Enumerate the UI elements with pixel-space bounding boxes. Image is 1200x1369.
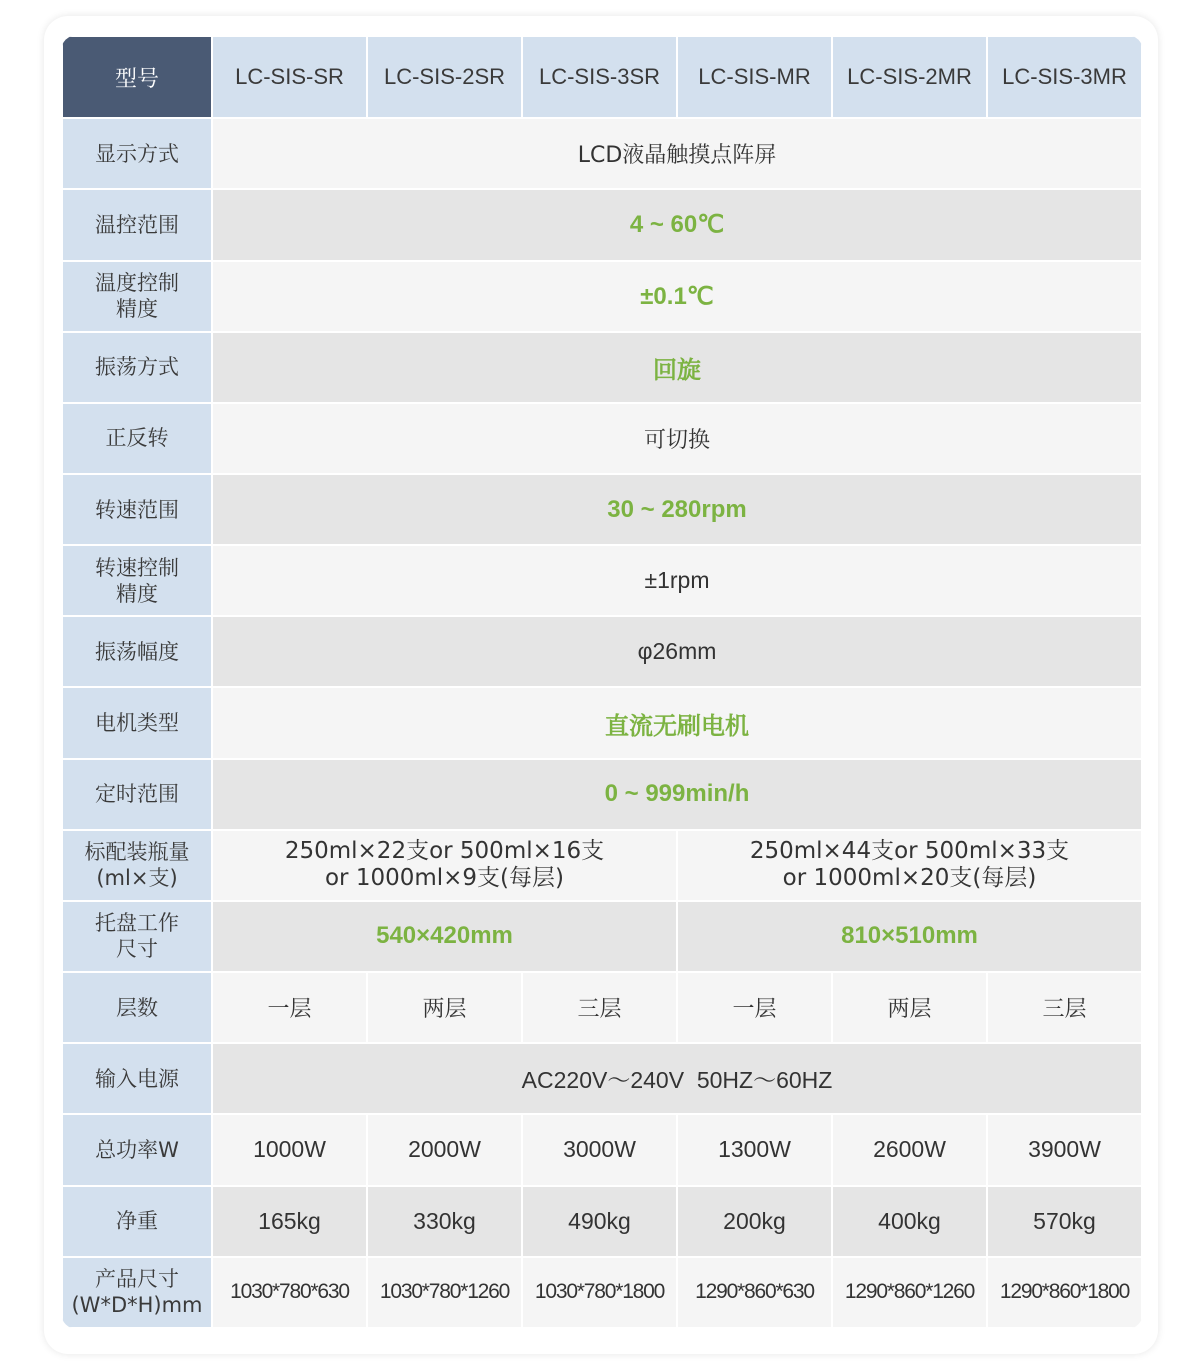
model-lc-sis-sr: LC-SIS-SR [212,36,367,118]
value-dimensions-6: 1290*860*1800 [987,1257,1142,1328]
value-speed-precision: ±1rpm [212,545,1142,616]
value-tray-size-mr: 810×510mm [677,901,1142,972]
row-speed-range [62,474,1142,545]
label-dimensions-line1: 产品尺寸 [95,1267,179,1292]
value-dimensions-5: 1290*860*1260 [832,1257,987,1328]
spec-table [61,35,1143,1329]
label-speed-range: 转速范围 [62,474,212,545]
value-total-power-2: 2000W [367,1114,522,1185]
value-motor: 直流无刷电机 [212,687,1142,758]
label-amplitude: 振荡幅度 [62,616,212,687]
label-reverse: 正反转 [62,403,212,474]
label-tray-size [62,901,212,972]
value-temp-range: 4 ~ 60℃ [212,189,1142,260]
value-net-weight-1: 165kg [212,1186,367,1257]
value-dimensions-1: 1030*780*630 [212,1257,367,1328]
row-speed-precision [62,545,1142,616]
model-header-label: 型号 [62,36,212,118]
value-flask-capacity-sr [212,830,677,901]
label-oscillation-mode: 振荡方式 [62,332,212,403]
label-temp-range: 温控范围 [62,189,212,260]
label-motor: 电机类型 [62,687,212,758]
value-net-weight-6: 570kg [987,1186,1142,1257]
value-temp-precision: ±0.1℃ [212,261,1142,332]
row-temp-precision [62,261,1142,332]
label-tray-size-line1: 托盘工作 [95,911,179,936]
label-power-input: 输入电源 [62,1043,212,1114]
model-lc-sis-3sr: LC-SIS-3SR [522,36,677,118]
label-speed-precision [62,545,212,616]
value-amplitude: φ26mm [212,616,1142,687]
value-net-weight-2: 330kg [367,1186,522,1257]
value-net-weight-5: 400kg [832,1186,987,1257]
value-layers-2: 两层 [367,972,522,1043]
value-timer: 0 ~ 999min/h [212,759,1142,830]
label-net-weight: 净重 [62,1186,212,1257]
value-dimensions-4: 1290*860*630 [677,1257,832,1328]
value-dimensions-3: 1030*780*1800 [522,1257,677,1328]
label-flask-capacity [62,830,212,901]
label-display: 显示方式 [62,118,212,189]
label-temp-precision-line2: 精度 [116,297,158,322]
value-total-power-4: 1300W [677,1114,832,1185]
value-tray-size-sr: 540×420mm [212,901,677,972]
row-power-input [62,1043,1142,1114]
row-timer [62,759,1142,830]
label-flask-capacity-line1: 标配装瓶量 [84,840,190,865]
row-temp-range [62,189,1142,260]
value-dimensions-2: 1030*780*1260 [367,1257,522,1328]
value-layers-4: 一层 [677,972,832,1043]
label-temp-precision [62,261,212,332]
row-layers [62,972,1142,1043]
row-total-power [62,1114,1142,1185]
value-layers-1: 一层 [212,972,367,1043]
row-reverse [62,403,1142,474]
value-net-weight-3: 490kg [522,1186,677,1257]
value-reverse: 可切换 [212,403,1142,474]
row-net-weight [62,1186,1142,1257]
value-layers-3: 三层 [522,972,677,1043]
value-display: LCD液晶触摸点阵屏 [212,118,1142,189]
value-total-power-1: 1000W [212,1114,367,1185]
value-flask-capacity-mr-line2: or 1000ml×20支(每层) [782,865,1037,892]
label-tray-size-line2: 尺寸 [116,937,158,962]
value-flask-capacity-sr-line1: 250ml×22支or 500ml×16支 [284,838,605,865]
row-amplitude [62,616,1142,687]
model-lc-sis-2mr: LC-SIS-2MR [832,36,987,118]
label-speed-precision-line1: 转速控制 [95,555,179,580]
row-flask-capacity [62,830,1142,901]
model-lc-sis-mr: LC-SIS-MR [677,36,832,118]
value-oscillation-mode: 回旋 [212,332,1142,403]
label-flask-capacity-line2: (ml×支) [96,866,178,891]
label-dimensions [62,1257,212,1328]
value-power-input: AC220V～240V 50HZ～60HZ [212,1043,1142,1114]
row-display [62,118,1142,189]
row-oscillation-mode [62,332,1142,403]
value-total-power-3: 3000W [522,1114,677,1185]
value-speed-range: 30 ~ 280rpm [212,474,1142,545]
label-speed-precision-line2: 精度 [116,581,158,606]
label-layers: 层数 [62,972,212,1043]
value-net-weight-4: 200kg [677,1186,832,1257]
header-row [62,36,1142,118]
value-layers-5: 两层 [832,972,987,1043]
model-lc-sis-3mr: LC-SIS-3MR [987,36,1142,118]
row-tray-size [62,901,1142,972]
value-flask-capacity-mr [677,830,1142,901]
label-temp-precision-line1: 温度控制 [95,271,179,296]
value-flask-capacity-mr-line1: 250ml×44支or 500ml×33支 [749,838,1070,865]
row-dimensions [62,1257,1142,1328]
value-total-power-6: 3900W [987,1114,1142,1185]
value-total-power-5: 2600W [832,1114,987,1185]
label-timer: 定时范围 [62,759,212,830]
value-flask-capacity-sr-line2: or 1000ml×9支(每层) [324,865,565,892]
label-dimensions-line2: (W*D*H)mm [71,1293,203,1318]
value-layers-6: 三层 [987,972,1142,1043]
row-motor [62,687,1142,758]
model-lc-sis-2sr: LC-SIS-2SR [367,36,522,118]
label-total-power: 总功率W [62,1114,212,1185]
